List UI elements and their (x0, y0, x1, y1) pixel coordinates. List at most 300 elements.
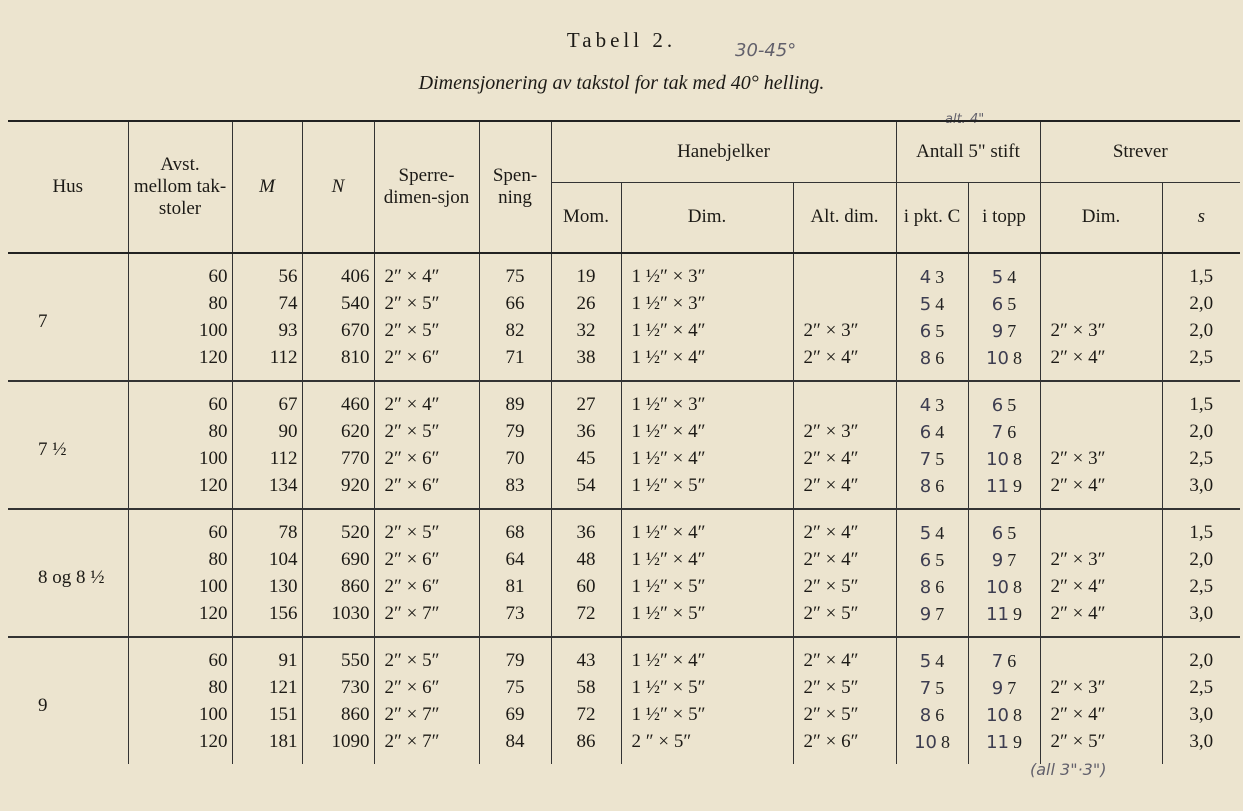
ipkt-cell (896, 547, 968, 574)
n-cell: 550 (302, 637, 374, 675)
printed-count: 4 (935, 522, 945, 543)
handwritten-count: 5 (991, 266, 1004, 288)
s-cell: 3,0 (1162, 473, 1240, 509)
handwritten-count: 8 (919, 704, 932, 726)
avst-cell: 100 (128, 446, 232, 473)
header-strever: Strever (1040, 121, 1240, 183)
dim-cell: 2 ″ × 5″ (621, 729, 793, 764)
itopp-cell (968, 601, 1040, 637)
avst-cell: 120 (128, 473, 232, 509)
header-ipkt: i pkt. C (896, 183, 968, 253)
itopp-cell (968, 547, 1040, 574)
n-cell: 690 (302, 547, 374, 574)
handwritten-count: 4 (919, 266, 932, 288)
dim-cell: 1 ½″ × 3″ (621, 381, 793, 419)
mom-cell: 72 (551, 702, 621, 729)
handwritten-count: 7 (919, 448, 932, 470)
itopp-cell (968, 729, 1040, 764)
n-cell: 620 (302, 419, 374, 446)
handwritten-count: 8 (919, 347, 932, 369)
table-row (8, 419, 1240, 446)
altdim-cell: 2″ × 5″ (793, 675, 896, 702)
printed-count: 6 (935, 704, 945, 725)
strever-dim-cell: 2″ × 3″ (1040, 318, 1162, 345)
strever-dim-cell (1040, 253, 1162, 291)
mom-cell: 86 (551, 729, 621, 764)
handwritten-count: 8 (919, 475, 932, 497)
printed-count: 4 (935, 650, 945, 671)
mom-cell: 54 (551, 473, 621, 509)
spenning-cell: 83 (479, 473, 551, 509)
itopp-cell (968, 702, 1040, 729)
m-cell: 93 (232, 318, 302, 345)
handwritten-title-note: 30-45° (735, 40, 797, 61)
altdim-cell (793, 381, 896, 419)
itopp-cell (968, 446, 1040, 473)
table-group (8, 509, 1240, 637)
ipkt-cell (896, 318, 968, 345)
header-antall: Antall 5" stift (896, 121, 1040, 183)
table-row (8, 345, 1240, 381)
sperre-cell: 2″ × 5″ (374, 419, 479, 446)
s-cell: 2,0 (1162, 547, 1240, 574)
header-m: M (232, 121, 302, 253)
mom-cell: 48 (551, 547, 621, 574)
handwritten-count: 6 (991, 522, 1004, 544)
avst-cell: 60 (128, 381, 232, 419)
handwritten-count: 11 (986, 475, 1009, 497)
dim-cell: 1 ½″ × 5″ (621, 675, 793, 702)
n-cell: 770 (302, 446, 374, 473)
table-title: Tabell 2. (566, 28, 677, 52)
altdim-cell: 2″ × 6″ (793, 729, 896, 764)
header-sdim: Dim. (1040, 183, 1162, 253)
printed-count: 3 (935, 394, 945, 415)
mom-cell: 26 (551, 291, 621, 318)
dim-cell: 1 ½″ × 5″ (621, 601, 793, 637)
spenning-cell: 70 (479, 446, 551, 473)
handwritten-count: 5 (919, 650, 932, 672)
printed-count: 4 (1007, 266, 1017, 287)
avst-cell: 80 (128, 419, 232, 446)
table-group (8, 637, 1240, 764)
spenning-cell: 69 (479, 702, 551, 729)
sperre-cell: 2″ × 4″ (374, 253, 479, 291)
table-row (8, 601, 1240, 637)
altdim-cell: 2″ × 5″ (793, 702, 896, 729)
spenning-cell: 75 (479, 253, 551, 291)
n-cell: 1030 (302, 601, 374, 637)
n-cell: 860 (302, 702, 374, 729)
sperre-cell: 2″ × 4″ (374, 381, 479, 419)
avst-cell: 100 (128, 318, 232, 345)
strever-dim-cell: 2″ × 4″ (1040, 473, 1162, 509)
mom-cell: 19 (551, 253, 621, 291)
header-spenning: Spen-ning (479, 121, 551, 253)
table-row (8, 574, 1240, 601)
table-row (8, 675, 1240, 702)
printed-count: 4 (935, 293, 945, 314)
dim-cell: 1 ½″ × 4″ (621, 318, 793, 345)
itopp-cell (968, 637, 1040, 675)
printed-count: 8 (1012, 704, 1022, 725)
header-altdim: Alt. dim. (793, 183, 896, 253)
hus-cell: 9 (38, 694, 48, 716)
ipkt-cell (896, 419, 968, 446)
dim-cell: 1 ½″ × 3″ (621, 253, 793, 291)
m-cell: 112 (232, 446, 302, 473)
strever-dim-cell (1040, 637, 1162, 675)
avst-cell: 60 (128, 637, 232, 675)
s-cell: 2,5 (1162, 345, 1240, 381)
strever-dim-cell: 2″ × 4″ (1040, 702, 1162, 729)
sperre-cell: 2″ × 6″ (374, 473, 479, 509)
table-row (8, 509, 1240, 547)
header-avst: Avst. mellom tak-stoler (128, 121, 232, 253)
strever-dim-cell (1040, 381, 1162, 419)
altdim-cell: 2″ × 4″ (793, 345, 896, 381)
dimension-table (8, 120, 1240, 764)
strever-dim-cell (1040, 509, 1162, 547)
s-cell: 1,5 (1162, 509, 1240, 547)
table-row (8, 381, 1240, 419)
avst-cell: 100 (128, 702, 232, 729)
handwritten-count: 6 (991, 293, 1004, 315)
n-cell: 670 (302, 318, 374, 345)
s-cell: 3,0 (1162, 702, 1240, 729)
mom-cell: 32 (551, 318, 621, 345)
avst-cell: 60 (128, 253, 232, 291)
handwritten-count: 6 (991, 394, 1004, 416)
sperre-cell: 2″ × 6″ (374, 446, 479, 473)
handwritten-count: 6 (919, 549, 932, 571)
m-cell: 112 (232, 345, 302, 381)
printed-count: 8 (1012, 448, 1022, 469)
sperre-cell: 2″ × 5″ (374, 291, 479, 318)
handwritten-count: 8 (919, 576, 932, 598)
s-cell: 2,0 (1162, 419, 1240, 446)
dim-cell: 1 ½″ × 4″ (621, 509, 793, 547)
handwritten-count: 6 (919, 320, 932, 342)
strever-dim-cell: 2″ × 5″ (1040, 729, 1162, 764)
printed-count: 5 (1007, 522, 1017, 543)
printed-count: 5 (1007, 394, 1017, 415)
sperre-cell: 2″ × 6″ (374, 574, 479, 601)
altdim-cell: 2″ × 4″ (793, 637, 896, 675)
ipkt-cell (896, 291, 968, 318)
sperre-cell: 2″ × 7″ (374, 601, 479, 637)
printed-count: 8 (1012, 347, 1022, 368)
avst-cell: 80 (128, 547, 232, 574)
ipkt-cell (896, 473, 968, 509)
mom-cell: 38 (551, 345, 621, 381)
handwritten-count: 7 (991, 650, 1004, 672)
handwritten-antall-note: alt. 4" (945, 112, 985, 127)
s-cell: 2,0 (1162, 318, 1240, 345)
header-sperre: Sperre-dimen-sjon (374, 121, 479, 253)
printed-count: 7 (1007, 320, 1017, 341)
spenning-cell: 75 (479, 675, 551, 702)
n-cell: 460 (302, 381, 374, 419)
printed-count: 7 (1007, 677, 1017, 698)
m-cell: 130 (232, 574, 302, 601)
itopp-cell (968, 509, 1040, 547)
printed-count: 5 (1007, 293, 1017, 314)
itopp-cell (968, 574, 1040, 601)
m-cell: 156 (232, 601, 302, 637)
header-hanebjelker: Hanebjelker (551, 121, 896, 183)
printed-count: 6 (1007, 421, 1017, 442)
s-cell: 2,0 (1162, 291, 1240, 318)
ipkt-cell (896, 253, 968, 291)
spenning-cell: 84 (479, 729, 551, 764)
dim-cell: 1 ½″ × 4″ (621, 419, 793, 446)
altdim-cell (793, 253, 896, 291)
sperre-cell: 2″ × 7″ (374, 702, 479, 729)
m-cell: 121 (232, 675, 302, 702)
spenning-cell: 73 (479, 601, 551, 637)
handwritten-count: 10 (986, 347, 1009, 369)
header-s: s (1162, 183, 1240, 253)
printed-count: 6 (935, 475, 945, 496)
m-cell: 78 (232, 509, 302, 547)
handwritten-count: 6 (919, 421, 932, 443)
n-cell: 406 (302, 253, 374, 291)
printed-count: 6 (1007, 650, 1017, 671)
ipkt-cell (896, 446, 968, 473)
printed-count: 7 (935, 603, 945, 624)
spenning-cell: 71 (479, 345, 551, 381)
strever-dim-cell (1040, 291, 1162, 318)
itopp-cell (968, 253, 1040, 291)
ipkt-cell (896, 702, 968, 729)
n-cell: 730 (302, 675, 374, 702)
printed-count: 8 (1012, 576, 1022, 597)
dim-cell: 1 ½″ × 4″ (621, 547, 793, 574)
m-cell: 67 (232, 381, 302, 419)
mom-cell: 43 (551, 637, 621, 675)
avst-cell: 100 (128, 574, 232, 601)
hus-cell: 7 ½ (38, 438, 67, 460)
m-cell: 74 (232, 291, 302, 318)
printed-count: 8 (940, 731, 950, 752)
strever-dim-cell: 2″ × 4″ (1040, 345, 1162, 381)
printed-count: 9 (1012, 731, 1022, 752)
dim-cell: 1 ½″ × 5″ (621, 574, 793, 601)
n-cell: 920 (302, 473, 374, 509)
itopp-cell (968, 675, 1040, 702)
spenning-cell: 79 (479, 637, 551, 675)
dim-cell: 1 ½″ × 5″ (621, 702, 793, 729)
spenning-cell: 79 (479, 419, 551, 446)
mom-cell: 27 (551, 381, 621, 419)
ipkt-cell (896, 574, 968, 601)
m-cell: 134 (232, 473, 302, 509)
header-itopp: i topp (968, 183, 1040, 253)
handwritten-count: 5 (919, 522, 932, 544)
strever-dim-cell: 2″ × 4″ (1040, 601, 1162, 637)
handwritten-count: 5 (919, 293, 932, 315)
n-cell: 1090 (302, 729, 374, 764)
itopp-cell (968, 473, 1040, 509)
strever-dim-cell: 2″ × 4″ (1040, 574, 1162, 601)
itopp-cell (968, 381, 1040, 419)
strever-dim-cell (1040, 419, 1162, 446)
n-cell: 540 (302, 291, 374, 318)
dim-cell: 1 ½″ × 4″ (621, 446, 793, 473)
altdim-cell: 2″ × 3″ (793, 419, 896, 446)
printed-count: 7 (1007, 549, 1017, 570)
header-mom: Mom. (551, 183, 621, 253)
spenning-cell: 81 (479, 574, 551, 601)
printed-count: 5 (935, 320, 945, 341)
printed-count: 9 (1012, 475, 1022, 496)
mom-cell: 58 (551, 675, 621, 702)
s-cell: 2,0 (1162, 637, 1240, 675)
mom-cell: 72 (551, 601, 621, 637)
sperre-cell: 2″ × 5″ (374, 509, 479, 547)
hus-cell: 7 (38, 310, 48, 332)
handwritten-count: 7 (991, 421, 1004, 443)
table-row (8, 729, 1240, 764)
altdim-cell: 2″ × 5″ (793, 574, 896, 601)
table-row (8, 446, 1240, 473)
printed-count: 4 (935, 421, 945, 442)
handwritten-count: 10 (986, 704, 1009, 726)
itopp-cell (968, 291, 1040, 318)
dim-cell: 1 ½″ × 5″ (621, 473, 793, 509)
s-cell: 2,5 (1162, 675, 1240, 702)
hus-cell: 8 og 8 ½ (38, 566, 105, 588)
handwritten-count: 7 (919, 677, 932, 699)
m-cell: 90 (232, 419, 302, 446)
altdim-cell: 2″ × 4″ (793, 473, 896, 509)
dim-cell: 1 ½″ × 3″ (621, 291, 793, 318)
handwritten-count: 11 (986, 731, 1009, 753)
avst-cell: 120 (128, 601, 232, 637)
spenning-cell: 82 (479, 318, 551, 345)
ipkt-cell (896, 601, 968, 637)
printed-count: 3 (935, 266, 945, 287)
table-row (8, 291, 1240, 318)
mom-cell: 60 (551, 574, 621, 601)
table-group (8, 253, 1240, 381)
dim-cell: 1 ½″ × 4″ (621, 345, 793, 381)
altdim-cell: 2″ × 4″ (793, 547, 896, 574)
header-dim: Dim. (621, 183, 793, 253)
table-header (8, 121, 1240, 253)
mom-cell: 45 (551, 446, 621, 473)
strever-dim-cell: 2″ × 3″ (1040, 675, 1162, 702)
header-hus: Hus (52, 175, 84, 197)
ipkt-cell (896, 345, 968, 381)
table-row (8, 547, 1240, 574)
strever-dim-cell: 2″ × 3″ (1040, 446, 1162, 473)
handwritten-count: 9 (991, 320, 1004, 342)
handwritten-count: 10 (914, 731, 937, 753)
printed-count: 9 (1012, 603, 1022, 624)
handwritten-count: 11 (986, 603, 1009, 625)
ipkt-cell (896, 381, 968, 419)
printed-count: 5 (935, 448, 945, 469)
n-cell: 810 (302, 345, 374, 381)
printed-count: 6 (935, 576, 945, 597)
mom-cell: 36 (551, 419, 621, 446)
spenning-cell: 64 (479, 547, 551, 574)
spenning-cell: 66 (479, 291, 551, 318)
sperre-cell: 2″ × 6″ (374, 675, 479, 702)
altdim-cell (793, 291, 896, 318)
handwritten-count: 9 (991, 677, 1004, 699)
m-cell: 104 (232, 547, 302, 574)
m-cell: 151 (232, 702, 302, 729)
printed-count: 5 (935, 677, 945, 698)
m-cell: 181 (232, 729, 302, 764)
table-subtitle: Dimensjonering av takstol for tak med 40° helling. (418, 72, 825, 94)
m-cell: 91 (232, 637, 302, 675)
spenning-cell: 89 (479, 381, 551, 419)
avst-cell: 80 (128, 675, 232, 702)
avst-cell: 60 (128, 509, 232, 547)
header-n: N (302, 121, 374, 253)
table-row (8, 253, 1240, 291)
m-cell: 56 (232, 253, 302, 291)
table-row (8, 637, 1240, 675)
s-cell: 1,5 (1162, 253, 1240, 291)
ipkt-cell (896, 509, 968, 547)
sperre-cell: 2″ × 5″ (374, 318, 479, 345)
handwritten-count: 9 (991, 549, 1004, 571)
table-row (8, 473, 1240, 509)
table-row (8, 318, 1240, 345)
sperre-cell: 2″ × 6″ (374, 547, 479, 574)
printed-count: 6 (935, 347, 945, 368)
altdim-cell: 2″ × 3″ (793, 318, 896, 345)
s-cell: 2,5 (1162, 446, 1240, 473)
avst-cell: 120 (128, 729, 232, 764)
printed-count: 5 (935, 549, 945, 570)
n-cell: 860 (302, 574, 374, 601)
avst-cell: 120 (128, 345, 232, 381)
sperre-cell: 2″ × 7″ (374, 729, 479, 764)
ipkt-cell (896, 729, 968, 764)
itopp-cell (968, 318, 1040, 345)
mom-cell: 36 (551, 509, 621, 547)
avst-cell: 80 (128, 291, 232, 318)
handwritten-count: 9 (919, 603, 932, 625)
itopp-cell (968, 419, 1040, 446)
dim-cell: 1 ½″ × 4″ (621, 637, 793, 675)
itopp-cell (968, 345, 1040, 381)
ipkt-cell (896, 637, 968, 675)
table-row (8, 702, 1240, 729)
handwritten-count: 10 (986, 576, 1009, 598)
sperre-cell: 2″ × 6″ (374, 345, 479, 381)
altdim-cell: 2″ × 5″ (793, 601, 896, 637)
spenning-cell: 68 (479, 509, 551, 547)
ipkt-cell (896, 675, 968, 702)
handwritten-count: 4 (919, 394, 932, 416)
s-cell: 2,5 (1162, 574, 1240, 601)
s-cell: 3,0 (1162, 601, 1240, 637)
altdim-cell: 2″ × 4″ (793, 509, 896, 547)
altdim-cell: 2″ × 4″ (793, 446, 896, 473)
strever-dim-cell: 2″ × 3″ (1040, 547, 1162, 574)
s-cell: 1,5 (1162, 381, 1240, 419)
table-group (8, 381, 1240, 509)
handwritten-bottom-note: (all 3"·3") (1030, 760, 1107, 779)
s-cell: 3,0 (1162, 729, 1240, 764)
